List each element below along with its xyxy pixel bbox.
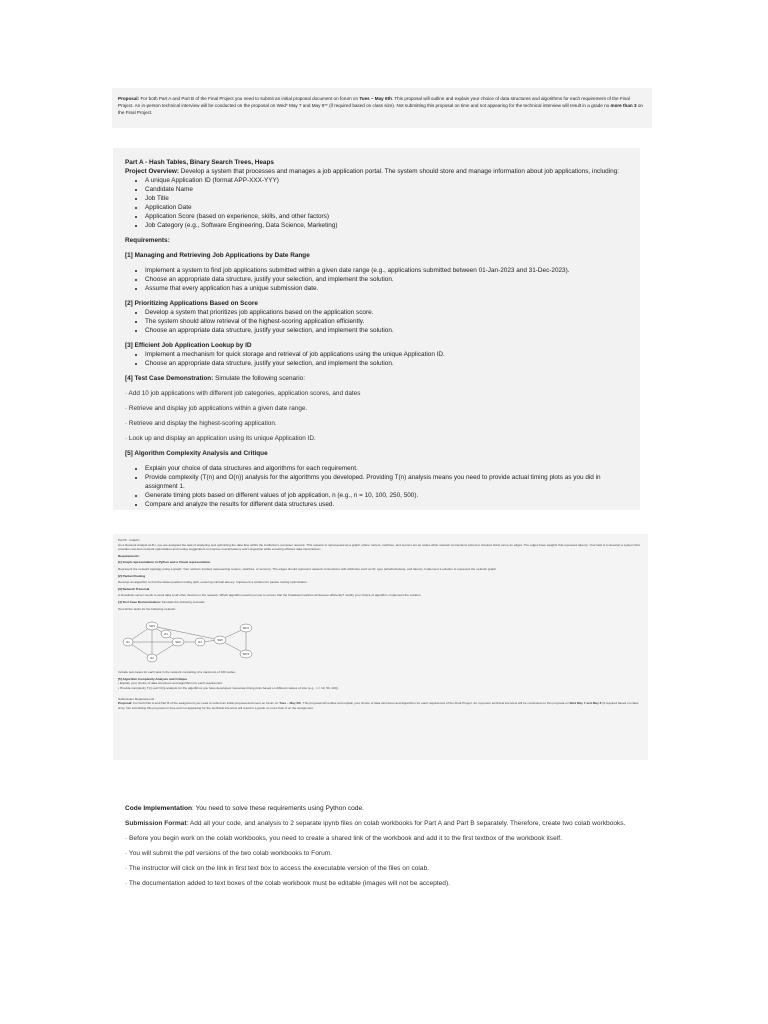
- part-b-section: [113, 534, 648, 760]
- list-item: • Compare and analyze the results for different data structures used.: [145, 500, 628, 509]
- list-item: • Implement a system to find job applications submitted within a given date range (e.g., applications submitted between 01-Jan-2023 and 31-Dec-2023).: [145, 266, 628, 275]
- list-item: • Choose an appropriate data structure, justify your selection, and implement the solution.: [145, 326, 628, 335]
- node-label: R1: [126, 641, 130, 645]
- r1-title: [1] Graph representation in Python and a Visual representation: [118, 560, 211, 565]
- r5-title: [5] Algorithm Complexity Analysis and Critique: [118, 676, 188, 681]
- requirements-heading: Requirements:: [125, 237, 170, 244]
- node-label: R2: [150, 657, 154, 661]
- part-b-proposal-label: Proposal:: [118, 701, 133, 706]
- r4-heading: [118, 600, 643, 605]
- proposal-emph: more than 3: [610, 103, 637, 108]
- part-a-section: [113, 148, 640, 510]
- proposal-text-c: on the Final Project.: [118, 103, 643, 115]
- code-label: Code Implementation: [125, 805, 193, 812]
- proposal-note: [112, 88, 652, 128]
- list-item: • Application Score (based on experience, skills, and other factors): [145, 212, 628, 221]
- r5-item: • Explain your choice of data structures and algorithms for each requirement.: [118, 681, 223, 686]
- submission-line: · The instructor will click on the link in first text box to access the executable version of the files on colab.: [125, 865, 430, 872]
- part-b-proposal-dates: Wed May 7 and May 8: [569, 701, 602, 706]
- field-list: [125, 176, 628, 230]
- after-graph-text: Include test cases for each task in the network consisting of a maximum of 100 nodes.: [118, 670, 236, 675]
- code-text: : You need to solve these requirements using Python code.: [192, 805, 364, 812]
- submission-line: · The documentation added to text boxes of the colab workbook must be editable (images will not be accepted).: [125, 880, 450, 887]
- submission-requirements: Submission Requirements: [118, 696, 155, 701]
- part-b-intro: As a Network Analyst at ZU, you are assigned the task of analyzing and optimizing the data flow within the institution's computer network. This network is represented as a graph, where routers, switches, and servers act as nodes while network connections (wired or wireless links) serve as edges. The edges have weights that represent latency. Your task is to develop a system that provides real-time network optimization and routing suggestions to improve overall latency and congestion while ensuring efficient data transmission.: [118, 542, 640, 552]
- overview-label: Project Overview:: [125, 168, 179, 175]
- proposal-deadline: Tues – May 6th: [359, 96, 392, 101]
- part-b-proposal-text-b: . This proposal will outline and explain your choice of data structures and algorithms for each requirement of the Final Project. An in-person technical interview will be conducted on this proposal on: [301, 701, 569, 706]
- network-diagram: [120, 614, 270, 668]
- submission-line: · You will submit the pdf versions of the two colab workbooks to Forum.: [125, 850, 333, 857]
- req5-list: [125, 464, 628, 509]
- list-item: • Choose an appropriate data structure, justify your selection, and implement the solution.: [145, 359, 628, 368]
- node-label: SW2: [175, 641, 181, 645]
- r3-title: [3] Network Traversal: [118, 586, 150, 591]
- proposal-text-a: For both Part A and Part B of the Final Project you need to submit an initial proposal document on forum on: [140, 96, 359, 101]
- node-label: SW3: [217, 639, 223, 643]
- submission-format: [125, 819, 641, 828]
- req4-text: Simulate the following scenario:: [215, 375, 305, 382]
- submission-text: : Add all your code, and analysis to 2 separate ipynb files on colab workbooks for Part A and Part B separately. Therefore, create two colab workbooks.: [186, 820, 626, 827]
- req5-title: [5] Algorithm Complexity Analysis and Critique: [125, 450, 268, 457]
- part-b-proposal: [118, 701, 643, 710]
- list-item: • Explain your choice of data structures and algorithms for each requirement.: [145, 464, 628, 473]
- list-item: • Assume that every application has a unique submission date.: [145, 284, 628, 293]
- list-item: • Choose an appropriate data structure, justify your selection, and implement the solution.: [145, 275, 628, 284]
- part-b-proposal-text: For both Part A and Part B of the assignment you need to submit an initial proposal document on forum on: [133, 701, 279, 706]
- r3-text: A broadcast server needs to send data to all other devices in the network. Which algorithm would you use to ensure that the broadcast reaches all devices efficiently? Justify your choice of algorithm. Implement the solution.: [118, 593, 422, 598]
- node-label: R3: [198, 641, 202, 645]
- part-b-requirements: Requirements:: [118, 553, 140, 558]
- node-label: SW1: [149, 625, 155, 629]
- req2-list: [125, 308, 628, 335]
- implementation-section: [113, 800, 653, 910]
- r1-text: Represent the network topology using a graph. Your vertices (nodes) representing routers, switches, or servers). The edges should represent network connections with attributes such as ID, type (wired/wireless), and latency. Implement a solution to represent the network graph.: [118, 566, 497, 571]
- list-item: • Job Category (e.g., Software Engineering, Data Science, Marketing): [145, 221, 628, 230]
- list-item: • Generate timing plots based on different values of job application, n (e.g., n = 10, 100, 250, 500).: [145, 491, 628, 500]
- submission-label: Submission Format: [125, 820, 187, 827]
- part-b-title: Part B - Graphs: [118, 538, 140, 542]
- list-item: • Provide complexity (T(n) and O(n)) analysis for the algorithms you developed. Providing T(n) analysis means you need to provide actual timing plots as you did in assignment 1.: [145, 473, 628, 491]
- list-item: • Develop a system that prioritizes job applications based on the application score.: [145, 308, 628, 317]
- overview-text: Develop a system that processes and manages a job application portal. The system should store and manage information about job applications, including:: [180, 168, 620, 175]
- submission-line: · Before you begin work on the colab workbooks, you need to create a shared link of the workbook and add it to the first textbox of the workbook itself.: [125, 835, 562, 842]
- r4-text: Simulate the following scenario:: [161, 599, 206, 604]
- project-overview: [125, 167, 628, 176]
- r4-label: [4] Test Case Demonstration:: [118, 599, 161, 604]
- list-item: • Candidate Name: [145, 185, 628, 194]
- list-item: • Implement a mechanism for quick storage and retrieval of job applications using the unique Application ID.: [145, 350, 628, 359]
- req2-title: [2] Prioritizing Applications Based on Score: [125, 300, 258, 307]
- code-implementation: [125, 804, 641, 813]
- req1-title: [1] Managing and Retrieving Job Applications by Date Range: [125, 252, 310, 259]
- node-label: SRV2: [242, 653, 250, 657]
- req4-line: · Look up and display an application using its unique Application ID.: [125, 435, 316, 442]
- node-label: R4: [164, 633, 168, 637]
- req4-line: · Add 10 job applications with different job categories, application scores, and dates: [125, 390, 361, 397]
- list-item: • Application Date: [145, 203, 628, 212]
- req4-label: [4] Test Case Demonstration:: [125, 375, 214, 382]
- req4-line: · Retrieve and display the highest-scoring application.: [125, 420, 277, 427]
- r4-line: Test all the tasks for the following network:: [118, 606, 176, 611]
- proposal-label: Proposal:: [118, 96, 140, 101]
- req4-heading: [125, 374, 628, 383]
- req4-line: · Retrieve and display job applications within a given date range.: [125, 405, 308, 412]
- r5-item: • Provide complexity T(n) and O(n) analysis for the algorithms you have developed. Generate timing plots based on different values of size (e.g., n = 10, 50, 100).: [118, 685, 339, 690]
- req3-title: [3] Efficient Job Application Lookup by ID: [125, 342, 252, 349]
- r2-text: Develop an algorithm to find the fastest packet routing path, ensuring minimal latency. Implement a solution for packet routing optimization.: [118, 580, 308, 585]
- part-a-title: Part A - Hash Tables, Binary Search Trees, Heaps: [125, 159, 274, 166]
- part-b-proposal-text-c: (if required based on class size). Not submitting this proposal on time and not appearing for the technical interview will result in a grade no more than 3 on the assignment.: [118, 701, 639, 710]
- list-item: • The system should allow retrieval of the highest-scoring application efficiently.: [145, 317, 628, 326]
- r2-title: [2] Packet Routing: [118, 573, 146, 578]
- req1-list: [125, 266, 628, 293]
- list-item: • Job Title: [145, 194, 628, 203]
- list-item: • A unique Application ID (format APP-XXX-YYY): [145, 176, 628, 185]
- part-b-proposal-deadline: Tues – May 6th: [279, 701, 302, 706]
- proposal-text-b: . This proposal will outline and explain your choice of data structures and algorithms for each requirement of the Final Project. An in-person technical interview will be conducted on the proposal on Wed* May 7 and May 8** (if required based on class size). Not submitting this proposal on time and not appearing for the technical interview will result in a grade no: [118, 96, 630, 108]
- node-label: SRV1: [242, 627, 250, 631]
- req3-list: [125, 350, 628, 368]
